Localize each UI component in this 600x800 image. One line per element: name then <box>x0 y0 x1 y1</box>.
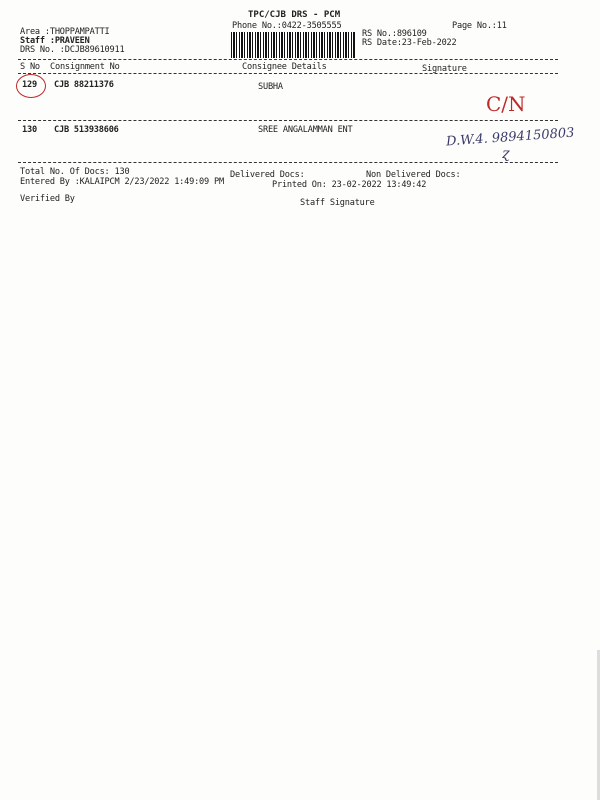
row-consignment-no: CJB 88211376 <box>54 80 114 90</box>
printed-on: Printed On: 23-02-2022 13:49:42 <box>272 180 427 190</box>
row-s-no: 130 <box>22 125 37 135</box>
col-header-signature: Signature <box>422 64 467 74</box>
delivered-docs: Delivered Docs: <box>230 170 305 180</box>
staff-signature: Staff Signature <box>300 198 375 208</box>
total-docs: Total No. Of Docs: 130 <box>20 167 130 177</box>
verified-by: Verified By <box>20 194 75 204</box>
col-header-s-no: S No <box>20 62 40 72</box>
col-header-consignment-no: Consignment No <box>50 62 120 72</box>
row-s-no: 129 <box>22 80 37 90</box>
entered-by: Entered By :KALAIPCM 2/23/2022 1:49:09 PM <box>20 177 224 187</box>
row-signature-note: C/N <box>486 92 526 116</box>
divider <box>18 120 558 121</box>
report-title: TPC/CJB DRS - PCM <box>248 10 341 20</box>
area-label: Area :THOPPAMPATTI <box>20 27 110 37</box>
divider <box>18 73 558 74</box>
non-delivered-docs: Non Delivered Docs: <box>366 170 461 180</box>
row-consignee: SREE ANGALAMMAN ENT <box>258 125 353 135</box>
divider <box>18 162 558 163</box>
row-signature-note: D.W.4. 9894150803 <box>445 125 575 150</box>
divider <box>18 59 558 60</box>
page-number: Page No.:11 <box>452 21 507 31</box>
drs-number: DRS No. :DCJB89610911 <box>20 45 125 55</box>
handwritten-circle <box>16 74 46 98</box>
barcode <box>231 32 355 58</box>
phone-number: Phone No.:0422-3505555 <box>232 21 342 31</box>
rs-number: RS No.:896109 <box>362 29 427 39</box>
row-consignee: SUBHA <box>258 82 283 92</box>
staff-label: Staff :PRAVEEN <box>20 36 90 46</box>
rs-date: RS Date:23-Feb-2022 <box>362 38 457 48</box>
handwritten-signature-mark: ɀ <box>502 146 510 162</box>
row-consignment-no: CJB 513938606 <box>54 125 119 135</box>
col-header-consignee-details: Consignee Details <box>242 62 327 72</box>
